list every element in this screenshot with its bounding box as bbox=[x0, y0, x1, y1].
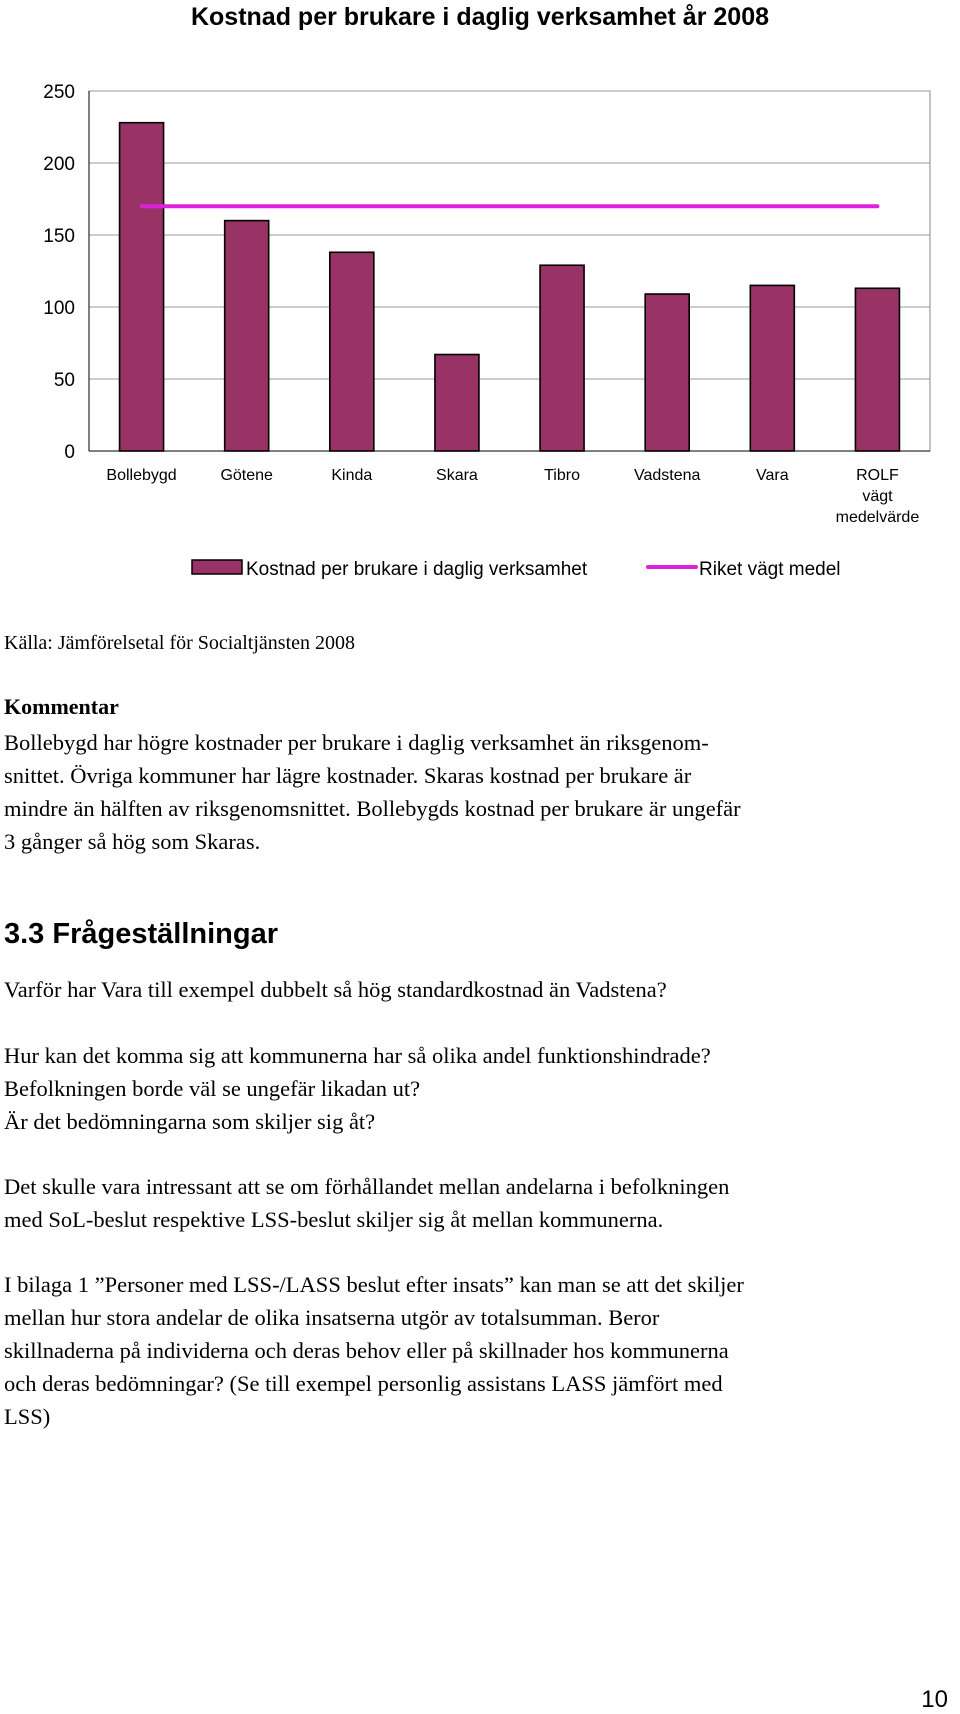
y-tick-label: 250 bbox=[43, 82, 75, 103]
question-line: skillnaderna på individerna och deras behov eller på skillnader hos kommunerna bbox=[4, 1338, 729, 1363]
question-line: Är det bedömningarna som skiljer sig åt? bbox=[4, 1109, 376, 1134]
question-line: mellan hur stora andelar de olika insatserna utgör av totalsumman. Beror bbox=[4, 1305, 660, 1330]
question-line: och deras bedömningar? (Se till exempel personlig assistans LASS jämfört med bbox=[4, 1371, 723, 1396]
page-number: 10 bbox=[921, 1686, 948, 1713]
question-line: Hur kan det komma sig att kommunerna har så olika andel funktionshindrade? bbox=[4, 1043, 711, 1068]
question-paragraph bbox=[4, 1268, 954, 1433]
comment-line: snittet. Övriga kommuner har lägre kostnader. Skaras kostnad per brukare är bbox=[4, 763, 692, 788]
x-tick-label: Bollebygd bbox=[106, 467, 177, 484]
comment-line: Bollebygd har högre kostnader per brukare i daglig verksamhet än riksgenom- bbox=[4, 730, 709, 755]
legend-swatch-bar bbox=[192, 560, 242, 574]
source-note: Källa: Jämförelsetal för Socialtjänsten 2008 bbox=[4, 632, 356, 654]
y-tick-label: 100 bbox=[43, 298, 75, 319]
question-line: I bilaga 1 ”Personer med LSS-/LASS beslut efter insats” kan man se att det skiljer bbox=[4, 1272, 744, 1297]
x-tick-label: ROLF vägt medelvärde bbox=[835, 467, 920, 526]
question-line: Det skulle vara intressant att se om förhållandet mellan andelarna i befolkningen bbox=[4, 1174, 730, 1199]
question-paragraph bbox=[4, 1170, 954, 1236]
y-tick-label: 200 bbox=[43, 154, 75, 175]
question-paragraph bbox=[4, 1039, 954, 1138]
comment-line: mindre än hälften av riksgenomsnittet. Bollebygds kostnad per brukare är ungefär bbox=[4, 796, 741, 821]
y-tick-label: 50 bbox=[53, 370, 75, 391]
section-heading: 3.3 Frågeställningar bbox=[4, 918, 278, 950]
bar bbox=[540, 265, 584, 451]
x-tick-label: Skara bbox=[436, 467, 478, 484]
bar bbox=[225, 221, 269, 451]
x-tick-label: Vara bbox=[756, 467, 789, 484]
question-line: LSS) bbox=[4, 1404, 51, 1429]
question-line: Befolkningen borde väl se ungefär likadan ut? bbox=[4, 1076, 421, 1101]
y-tick-label: 0 bbox=[64, 442, 75, 463]
bar bbox=[120, 123, 164, 451]
comment-line: 3 gånger så hög som Skaras. bbox=[4, 829, 261, 854]
legend-label: Kostnad per brukare i daglig verksamhet bbox=[246, 559, 588, 580]
bar bbox=[750, 285, 794, 451]
bar bbox=[855, 288, 899, 451]
bar bbox=[645, 294, 689, 451]
question-line: med SoL-beslut respektive LSS-beslut skiljer sig åt mellan kommunerna. bbox=[4, 1207, 664, 1232]
x-tick-label: Tibro bbox=[544, 467, 580, 484]
comment-body bbox=[4, 726, 954, 858]
x-tick-label: Kinda bbox=[331, 467, 373, 484]
bar-chart bbox=[0, 0, 960, 590]
chart-title: Kostnad per brukare i daglig verksamhet år 2008 bbox=[190, 3, 769, 31]
question-paragraph bbox=[4, 973, 954, 1006]
y-tick-label: 150 bbox=[43, 226, 75, 247]
plot-area bbox=[89, 91, 930, 451]
x-tick-label: Götene bbox=[220, 467, 273, 484]
question-line: Varför har Vara till exempel dubbelt så hög standardkostnad än Vadstena? bbox=[4, 977, 667, 1002]
bar bbox=[330, 252, 374, 451]
x-tick-label: Vadstena bbox=[633, 467, 701, 484]
comment-heading: Kommentar bbox=[4, 694, 119, 719]
legend-label: Riket vägt medel bbox=[699, 559, 841, 580]
bar bbox=[435, 355, 479, 451]
